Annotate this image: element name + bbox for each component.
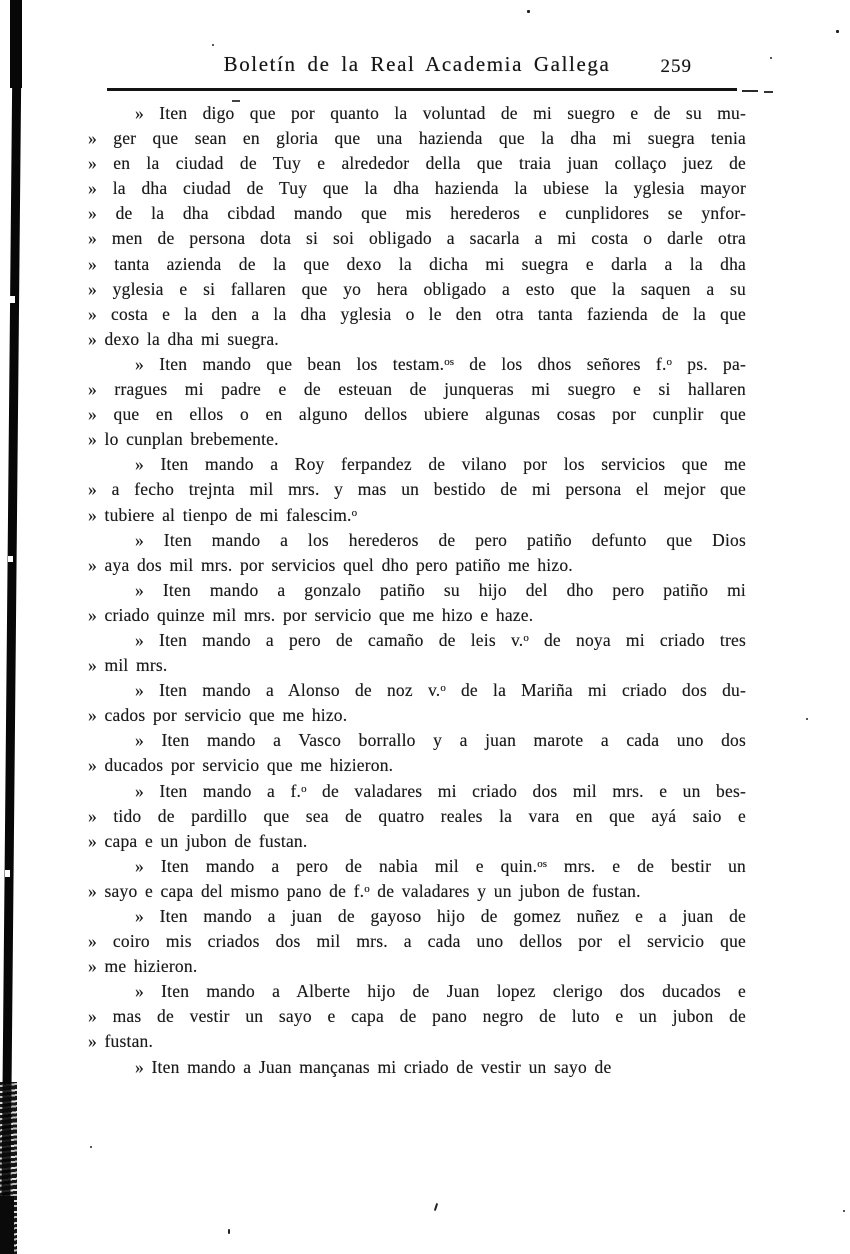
text-line: » Iten mando a Juan mançanas mi criado de vestir un sayo de xyxy=(135,1056,612,1077)
paragraph xyxy=(88,678,746,728)
text-line: » ger que sean en gloria que una hazienda que la dha mi suegra tenia xyxy=(88,128,746,149)
paragraph xyxy=(88,578,746,628)
text-line: » me hizieron. xyxy=(88,956,198,977)
scan-speck xyxy=(836,30,839,33)
text-line: » coiro mis criados dos mil mrs. a cada uno dellos por el servicio que xyxy=(88,931,746,952)
paragraph xyxy=(88,1055,746,1080)
paragraph xyxy=(88,452,746,527)
paragraph xyxy=(88,101,746,352)
text-line: » mas de vestir un sayo e capa de pano negro de luto e un jubon de xyxy=(88,1006,746,1027)
scan-speck xyxy=(212,44,214,46)
text-line: » Iten mando a pero de camaño de leis v.$^o$ de noya mi criado tres xyxy=(135,629,746,650)
text-line: » tanta azienda de la que dexo la dicha mi suegra e darla a la dha xyxy=(88,253,746,274)
scan-speck xyxy=(806,718,808,720)
book-gutter-edge-bottom xyxy=(0,1196,14,1254)
text-line: » yglesia e si fallaren que yo hera obligado a esto que la saquen a su xyxy=(88,278,746,299)
text-line: » costa e la den a la dha yglesia o le den otra tanta fazienda de la que xyxy=(88,303,746,324)
text-line: » Iten mando a juan de gayoso hijo de gomez nuñez e a juan de xyxy=(135,906,746,926)
text-line: » Iten mando a f.$^o$ de valadares mi criado dos mil mrs. e un bes- xyxy=(135,780,746,801)
book-gutter-edge xyxy=(1,0,22,1254)
text-line: » aya dos mil mrs. por servicios quel dho pero patiño me hizo. xyxy=(88,554,573,575)
text-line: » lo cunplan brebemente. xyxy=(88,429,279,450)
edge-notch xyxy=(5,870,10,877)
scan-speck xyxy=(228,1229,230,1234)
text-line: » de la dha cibdad mando que mis herederos e cunplidores se ynfor- xyxy=(88,203,746,224)
journal-title: Boletín de la Real Academia Gallega xyxy=(223,52,611,76)
book-gutter-edge-top xyxy=(10,0,22,88)
page-header xyxy=(88,52,746,77)
text-line: » Iten mando a pero de nabia mil e quin.$^{os}$ mrs. e de bestir un xyxy=(135,855,746,876)
text-line: » a fecho trejnta mil mrs. y mas un bestido de mi persona el mejor que xyxy=(88,479,746,500)
text-line: » Iten digo que por quanto la voluntad de mi suegro e de su mu- xyxy=(135,103,746,123)
text-line: » Iten mando a los herederos de pero patiño defunto que Dios xyxy=(135,529,746,550)
scan-speck xyxy=(770,57,772,59)
header-rule-dash xyxy=(764,91,773,93)
text-line: » dexo la dha mi suegra. xyxy=(88,328,279,349)
paragraph xyxy=(88,779,746,854)
paragraph xyxy=(88,528,746,578)
text-line: » tubiere al tienpo de mi falescim.$^o$ xyxy=(88,504,358,525)
scan-speck xyxy=(527,10,530,13)
edge-notch xyxy=(10,296,15,303)
text-line: » men de persona dota si soi obligado a sacarla a mi costa o darle otra xyxy=(88,228,746,249)
paragraph xyxy=(88,854,746,904)
text-line: » Iten mando a Alberte hijo de Juan lopez clerigo dos ducados e xyxy=(135,981,746,1002)
header-rule xyxy=(107,88,737,91)
text-line: » la dha ciudad de Tuy que la dha hazienda la ubiese la yglesia mayor xyxy=(88,178,746,199)
paragraph xyxy=(88,352,746,452)
text-line: » fustan. xyxy=(88,1031,154,1052)
text-line: » tido de pardillo que sea de quatro reales la vara en que ayá saio e xyxy=(88,805,746,826)
text-line: » Iten mando a Alonso de noz v.$^o$ de la Mariña mi criado dos du- xyxy=(135,680,746,701)
text-line: » mil mrs. xyxy=(88,655,168,676)
paragraph xyxy=(88,628,746,678)
text-line: » rragues mi padre e de esteuan de junqueras mi suegro e si hallaren xyxy=(88,379,746,400)
text-line: » Iten mando a gonzalo patiño su hijo del dho pero patiño mi xyxy=(135,579,746,600)
edge-notch xyxy=(8,556,13,562)
text-line: » Iten mando a Vasco borrallo y a juan marote a cada uno dos xyxy=(135,730,746,751)
text-line: » que en ellos o en alguno dellos ubiere algunas cosas por cunplir que xyxy=(88,404,746,425)
paragraph xyxy=(88,728,746,778)
page-number: 259 xyxy=(660,56,692,77)
paragraph xyxy=(88,904,746,979)
text-line: » capa e un jubon de fustan. xyxy=(88,830,308,851)
text-line: » Iten mando a Roy ferpandez de vilano por los servicios que me xyxy=(135,454,746,475)
scan-speck xyxy=(90,1146,92,1148)
text-line: » cados por servicio que me hizo. xyxy=(88,705,348,726)
text-line: » sayo e capa del mismo pano de f.$^o$ de valadares y un jubon de fustan. xyxy=(88,880,641,901)
text-line: » en la ciudad de Tuy e alrededor della que traia juan collaço juez de xyxy=(88,153,746,174)
text-line: » ducados por servicio que me hizieron. xyxy=(88,755,394,776)
text-line: » Iten mando que bean los testam.$^{os}$ de los dhos señores f.$^o$ ps. pa- xyxy=(135,353,746,374)
paragraph xyxy=(88,979,746,1054)
page-body xyxy=(88,101,746,1080)
text-line: » criado quinze mil mrs. por servicio que me hizo e haze. xyxy=(88,604,534,625)
scan-speck xyxy=(843,1210,845,1212)
scan-speck xyxy=(434,1203,438,1211)
header-rule-dash xyxy=(742,90,758,92)
